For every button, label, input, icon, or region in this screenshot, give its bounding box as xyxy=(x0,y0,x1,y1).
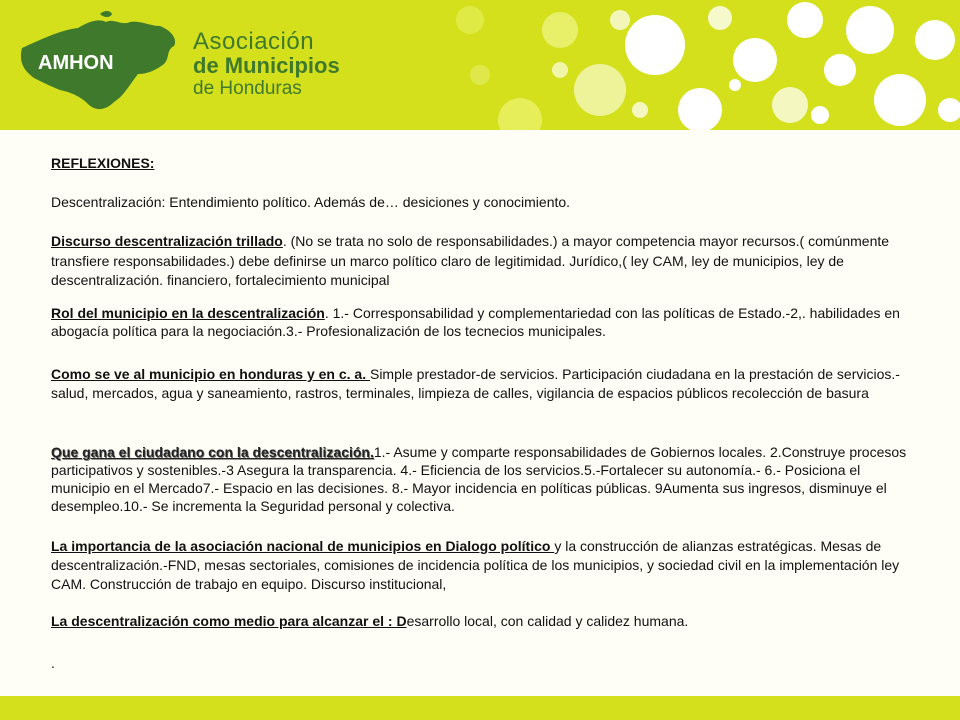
paragraph-1 xyxy=(51,193,921,211)
logo-line-2: de Municipios xyxy=(193,53,340,78)
content-panel xyxy=(0,130,960,696)
paragraph-6-heading: La importancia de la asociación nacional de municipios en Dialogo político xyxy=(51,538,555,554)
bubbles-decoration xyxy=(456,2,960,130)
paragraph-7-heading: La descentralización como medio para alcanzar el : D xyxy=(51,613,407,629)
paragraph-3-text: . 1.- Corresponsabilidad y complementariedad con las políticas de Estado.-2,. habilidades en abogacía política para la negociación.3.- Profesionalización de los tecnecios municipales. xyxy=(51,305,900,339)
paragraph-2 xyxy=(51,232,921,291)
paragraph-5 xyxy=(51,443,921,515)
header-decoration xyxy=(0,0,960,130)
paragraph-4 xyxy=(51,365,921,403)
paragraph-6 xyxy=(51,537,921,594)
paragraph-1-text: Descentralización: Entendimiento político. Además de… desiciones y conocimiento. xyxy=(51,194,571,210)
paragraph-5-heading: Que gana el ciudadano con la descentralización. xyxy=(51,444,374,460)
paragraph-4-text: Simple prestador-de servicios. Participación ciudadana en la prestación de servicios.- salud, mercados, agua y saneamiento, rastros, terminales, limpieza de calles, vigilancia de espacios públicos recolección de basura xyxy=(51,366,900,401)
reflexiones-heading: REFLEXIONES: xyxy=(51,155,155,171)
paragraph-8 xyxy=(51,654,921,672)
header-banner xyxy=(0,0,960,130)
logo-wordmark xyxy=(193,30,340,98)
paragraph-3 xyxy=(51,304,921,340)
paragraph-2-heading: Discurso descentralización trillado xyxy=(51,233,283,249)
section-title xyxy=(51,154,921,172)
footer-band xyxy=(0,696,960,720)
logo-badge-text: AMHON xyxy=(38,52,114,74)
paragraph-4-heading: Como se ve al municipio en honduras y en c. a. xyxy=(51,366,370,382)
paragraph-6-text: y la construcción de alianzas estratégicas. Mesas de descentralización.-FND, mesas sectoriales, comisiones de incidencia política de los municipios, y sociedad civil en la implementación ley CAM. Construcción de trabajo en equipo. Discurso institucional, xyxy=(51,538,900,592)
paragraph-3-heading: Rol del municipio en la descentralización xyxy=(51,305,325,321)
logo-line-3: de Honduras xyxy=(193,78,302,99)
paragraph-5-text: 1.- Asume y comparte responsabilidades de Gobiernos locales. 2.Construye procesos participativos y sostenibles.-3 Asegura la transparencia. 4.- Eficiencia de los servicios.5.-Fortalecer su autonomía.- 6.- Posiciona el municipio en el Mercado7.- Espacio en las decisiones. 8.- Mayor incidencia en políticas públicas. 9Aumenta sus ingresos, disminuye el desempleo.10.- Se incrementa la Seguridad personal y colectiva. xyxy=(51,444,907,514)
logo-line-1: Asociación xyxy=(193,28,315,55)
paragraph-7-text: esarrollo local, con calidad y calidez humana. xyxy=(406,613,689,629)
trailing-dot: . xyxy=(51,655,55,671)
paragraph-2-text: . (No se trata no solo de responsabilidades.) a mayor competencia mayor recursos.( comúnmente transfiere responsabilidades.) debe definirse un marco político claro de legitimidad. Jurídico,( ley CAM, ley de municipios, ley de descentralización. financiero, fortalecimiento municipal xyxy=(51,233,890,288)
paragraph-7 xyxy=(51,612,921,630)
